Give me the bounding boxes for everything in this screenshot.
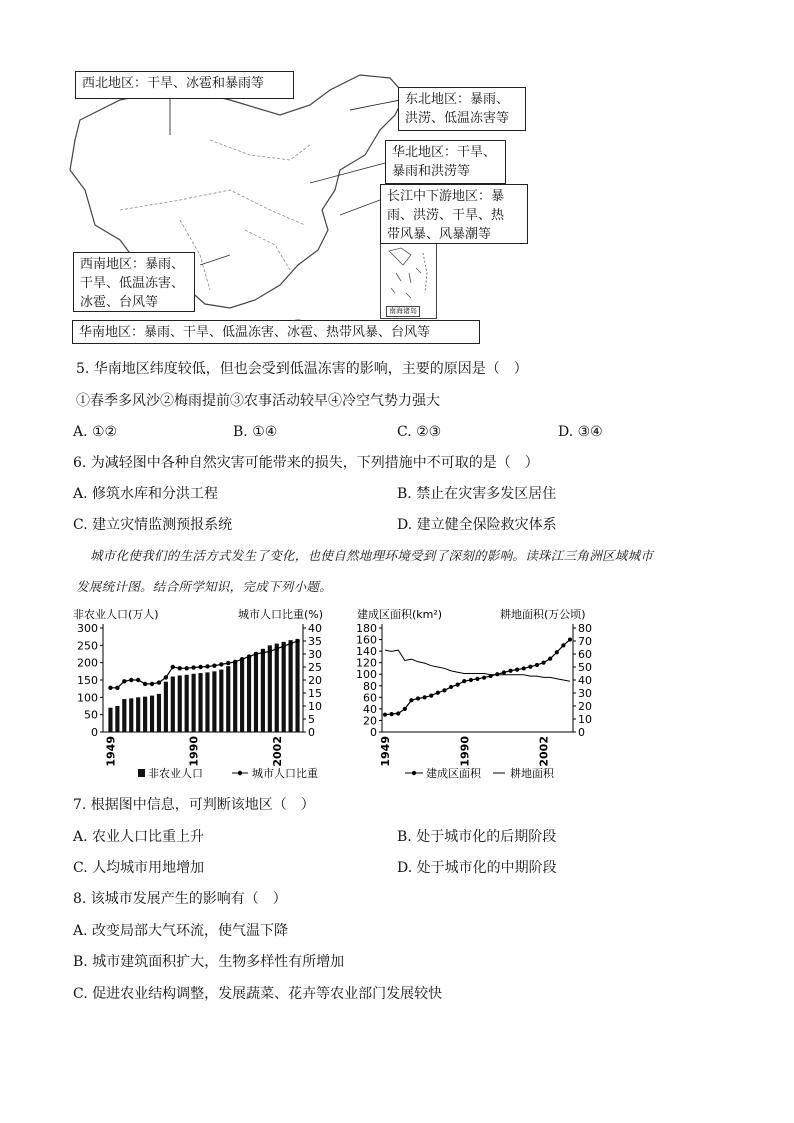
- right-tick-label: 25: [308, 661, 322, 674]
- q6-stem: 6. 为减轻图中各种自然灾害可能带来的损失，下列措施中不可取的是（ ）: [73, 455, 539, 471]
- builtup-point: [548, 657, 552, 661]
- builtup-point: [456, 683, 460, 687]
- builtup-point: [449, 685, 453, 689]
- builtup-point: [502, 670, 506, 674]
- left-tick-label: 40: [363, 702, 377, 716]
- bar: [171, 677, 175, 732]
- right-tick-label: 20: [578, 700, 592, 713]
- q5-items: ①春季多风沙②梅雨提前③农事活动较早④冷空气势力强大: [76, 393, 440, 409]
- label-northwest: 西北地区：干旱、冰雹和暴雨等: [75, 71, 294, 99]
- urban-ratio-point: [143, 682, 147, 686]
- q8-option-a[interactable]: A. 改变局部大气环流，使气温下降: [73, 923, 289, 939]
- bar: [212, 671, 216, 732]
- builtup-point: [469, 678, 473, 682]
- right-tick-label: 0: [308, 726, 315, 739]
- urban-ratio-point: [295, 639, 299, 643]
- urban-ratio-point: [108, 686, 112, 690]
- q6-option-a[interactable]: A. 修筑水库和分洪工程: [73, 486, 219, 502]
- bar: [143, 697, 147, 732]
- x-tick-label: 1990: [458, 736, 472, 767]
- bar: [164, 682, 168, 732]
- bar: [198, 673, 202, 732]
- right-tick-label: 35: [308, 635, 322, 648]
- right-tick-label: 0: [578, 726, 585, 739]
- builtup-point: [423, 695, 427, 699]
- q7-option-b[interactable]: B. 处于城市化的后期阶段: [397, 829, 557, 845]
- builtup-point: [522, 666, 526, 670]
- urban-ratio-point: [240, 657, 244, 661]
- right-tick-label: 15: [308, 687, 322, 700]
- bar: [289, 640, 293, 732]
- q7-option-c[interactable]: C. 人均城市用地增加: [73, 860, 205, 876]
- builtup-point: [429, 694, 433, 698]
- left-tick-label: 0: [370, 726, 377, 739]
- builtup-point: [442, 688, 446, 692]
- urban-ratio-point: [261, 651, 265, 655]
- builtup-point: [568, 637, 572, 641]
- label-yangtze: 长江中下游地区：暴 雨、洪涝、干旱、热 带风暴、风暴潮等: [380, 184, 528, 244]
- bar: [122, 699, 126, 732]
- right-tick-label: 40: [578, 674, 592, 687]
- builtup-point: [508, 669, 512, 673]
- q7-option-a[interactable]: A. 农业人口比重上升: [73, 829, 205, 845]
- right-tick-label: 30: [578, 687, 592, 700]
- legend-builtup-marker: [412, 771, 416, 775]
- right-tick-label: 80: [578, 622, 592, 635]
- south-china-sea-inset: [380, 242, 437, 319]
- label-northeast: 东北地区：暴雨、 洪涝、低温冻害等: [398, 87, 526, 131]
- builtup-point: [561, 643, 565, 647]
- bar: [240, 659, 244, 732]
- urban-ratio-point: [129, 678, 133, 682]
- q5-stem: 5. 华南地区纬度较低，但也会受到低温冻害的影响，主要的原因是（ ）: [76, 361, 528, 377]
- x-tick-label: 1990: [187, 736, 201, 767]
- label-north: 华北地区：干旱、 暴雨和洪涝等: [385, 140, 506, 184]
- q5-option-a[interactable]: A. ①②: [73, 424, 118, 440]
- bar: [261, 649, 265, 732]
- right-tick-label: 60: [578, 648, 592, 661]
- right-tick-label: 20: [308, 674, 322, 687]
- bar: [205, 672, 209, 732]
- builtup-point: [495, 672, 499, 676]
- builtup-point: [383, 713, 387, 717]
- x-tick-label: 2002: [537, 736, 551, 767]
- x-tick-label: 1949: [104, 736, 118, 767]
- left-tick-label: 0: [91, 726, 98, 739]
- left-tick-label: 150: [77, 674, 98, 687]
- right-tick-label: 10: [308, 700, 322, 713]
- builtup-point: [390, 712, 394, 716]
- urban-ratio-point: [198, 665, 202, 669]
- builtup-point: [396, 711, 400, 715]
- bar: [115, 706, 119, 732]
- right-tick-label: 10: [578, 713, 592, 726]
- left-tick-label: 20: [363, 714, 377, 728]
- q5-option-d[interactable]: D. ③④: [558, 424, 603, 440]
- left-tick-label: 140: [356, 645, 377, 659]
- legend-bar-label: 非农业人口: [148, 767, 203, 780]
- inset-label: 南海诸岛: [386, 306, 420, 317]
- urban-ratio-point: [275, 647, 279, 651]
- builtup-point: [541, 661, 545, 665]
- builtup-point: [489, 674, 493, 678]
- right-tick-label: 50: [578, 661, 592, 674]
- urban-ratio-point: [171, 665, 175, 669]
- right-tick-label: 30: [308, 648, 322, 661]
- right-tick-label: 5: [308, 713, 315, 726]
- x-tick-label: 2002: [270, 736, 284, 767]
- bar: [136, 697, 140, 732]
- bar: [192, 674, 196, 732]
- urban-ratio-point: [247, 654, 251, 658]
- bar: [219, 670, 223, 732]
- right-tick-label: 70: [578, 635, 592, 648]
- legend-line-marker: [238, 771, 242, 775]
- q5-option-c[interactable]: C. ②③: [397, 424, 442, 440]
- bar: [108, 708, 112, 732]
- bar: [254, 652, 258, 732]
- urban-ratio-point: [233, 660, 237, 664]
- left-tick-label: 120: [356, 656, 377, 670]
- q6-option-b[interactable]: B. 禁止在灾害多发区居住: [397, 486, 557, 502]
- builtup-point: [436, 691, 440, 695]
- urban-ratio-point: [136, 678, 140, 682]
- bar: [268, 645, 272, 732]
- left-tick-label: 160: [356, 633, 377, 647]
- label-south: 华南地区：暴雨、干旱、低温冻害、冰雹、热带风暴、台风等: [72, 320, 480, 344]
- legend-line-label: 城市人口比重: [252, 767, 318, 780]
- builtup-farmland-chart: [355, 604, 595, 784]
- left-axis-title: 建成区面积(km²): [357, 608, 443, 621]
- q6-option-d[interactable]: D. 建立健全保险救灾体系: [397, 517, 557, 533]
- q7-option-d[interactable]: D. 处于城市化的中期阶段: [397, 860, 557, 876]
- q8-option-c[interactable]: C. 促进农业结构调整，发展蔬菜、花卉等农业部门发展较快: [73, 986, 443, 1002]
- builtup-point: [416, 696, 420, 700]
- urban-ratio-point: [184, 666, 188, 670]
- builtup-point: [475, 677, 479, 681]
- urban-ratio-point: [226, 661, 230, 665]
- urban-ratio-point: [122, 679, 126, 683]
- builtup-point: [528, 665, 532, 669]
- urban-ratio-point: [191, 665, 195, 669]
- urban-ratio-point: [205, 664, 209, 668]
- right-tick-label: 40: [308, 622, 322, 635]
- bar: [247, 656, 251, 732]
- farmland-line: [385, 650, 570, 681]
- right-axis-title: 城市人口比重(%): [238, 608, 324, 621]
- urban-ratio-point: [288, 641, 292, 645]
- x-tick-label: 1949: [379, 736, 392, 767]
- q8-option-b[interactable]: B. 城市建筑面积扩大，生物多样性有所增加: [73, 954, 345, 970]
- bar: [295, 639, 299, 732]
- left-tick-label: 60: [363, 691, 377, 705]
- left-tick-label: 300: [77, 622, 98, 635]
- bar: [275, 644, 279, 732]
- label-southwest: 西南地区：暴雨、 干旱、低温冻害、 冰雹、台风等: [73, 252, 195, 312]
- population-chart: [70, 604, 355, 784]
- passage-line1: 城市化使我们的生活方式发生了变化，也使自然地理环境受到了深刻的影响。读珠江三角洲区域城市: [90, 548, 654, 563]
- urban-ratio-point: [150, 682, 154, 686]
- left-tick-label: 50: [84, 708, 98, 722]
- q6-option-c[interactable]: C. 建立灾情监测预报系统: [73, 517, 233, 533]
- left-tick-label: 100: [77, 691, 98, 705]
- bar: [178, 675, 182, 732]
- urban-ratio-point: [268, 649, 272, 653]
- passage-line2: 发展统计图。结合所学知识，完成下列小题。: [76, 579, 333, 594]
- bar: [185, 675, 189, 732]
- urban-ratio-point: [281, 644, 285, 648]
- legend-bar-swatch: [138, 769, 145, 777]
- bar: [129, 698, 133, 732]
- bar: [233, 663, 237, 732]
- urban-ratio-point: [254, 652, 258, 656]
- right-axis-title: 耕地面积(万公顷): [500, 608, 586, 621]
- q8-stem: 8. 该城市发展产生的影响有（ ）: [73, 891, 287, 907]
- bar: [157, 694, 161, 732]
- builtup-point: [409, 698, 413, 702]
- urban-ratio-point: [219, 662, 223, 666]
- legend-farmland-label: 耕地面积: [510, 767, 554, 780]
- builtup-point: [482, 676, 486, 680]
- urban-ratio-point: [212, 664, 216, 668]
- left-tick-label: 80: [363, 679, 377, 693]
- q7-stem: 7. 根据图中信息，可判断该地区（ ）: [73, 797, 315, 813]
- urban-ratio-point: [164, 675, 168, 679]
- urban-ratio-point: [157, 680, 161, 684]
- bar: [282, 642, 286, 732]
- builtup-point: [403, 707, 407, 711]
- left-axis-title: 非农业人口(万人): [73, 608, 159, 621]
- builtup-point: [555, 650, 559, 654]
- left-tick-label: 180: [356, 622, 377, 635]
- builtup-point: [462, 679, 466, 683]
- urban-ratio-point: [115, 686, 119, 690]
- builtup-point: [535, 663, 539, 667]
- left-tick-label: 100: [356, 668, 377, 682]
- bar: [150, 696, 154, 732]
- q5-option-b[interactable]: B. ①④: [233, 424, 278, 440]
- urban-ratio-point: [178, 666, 182, 670]
- bar: [226, 666, 230, 732]
- builtup-point: [515, 668, 519, 672]
- left-tick-label: 250: [77, 639, 98, 653]
- left-tick-label: 200: [77, 656, 98, 670]
- legend-builtup-label: 建成区面积: [426, 767, 481, 780]
